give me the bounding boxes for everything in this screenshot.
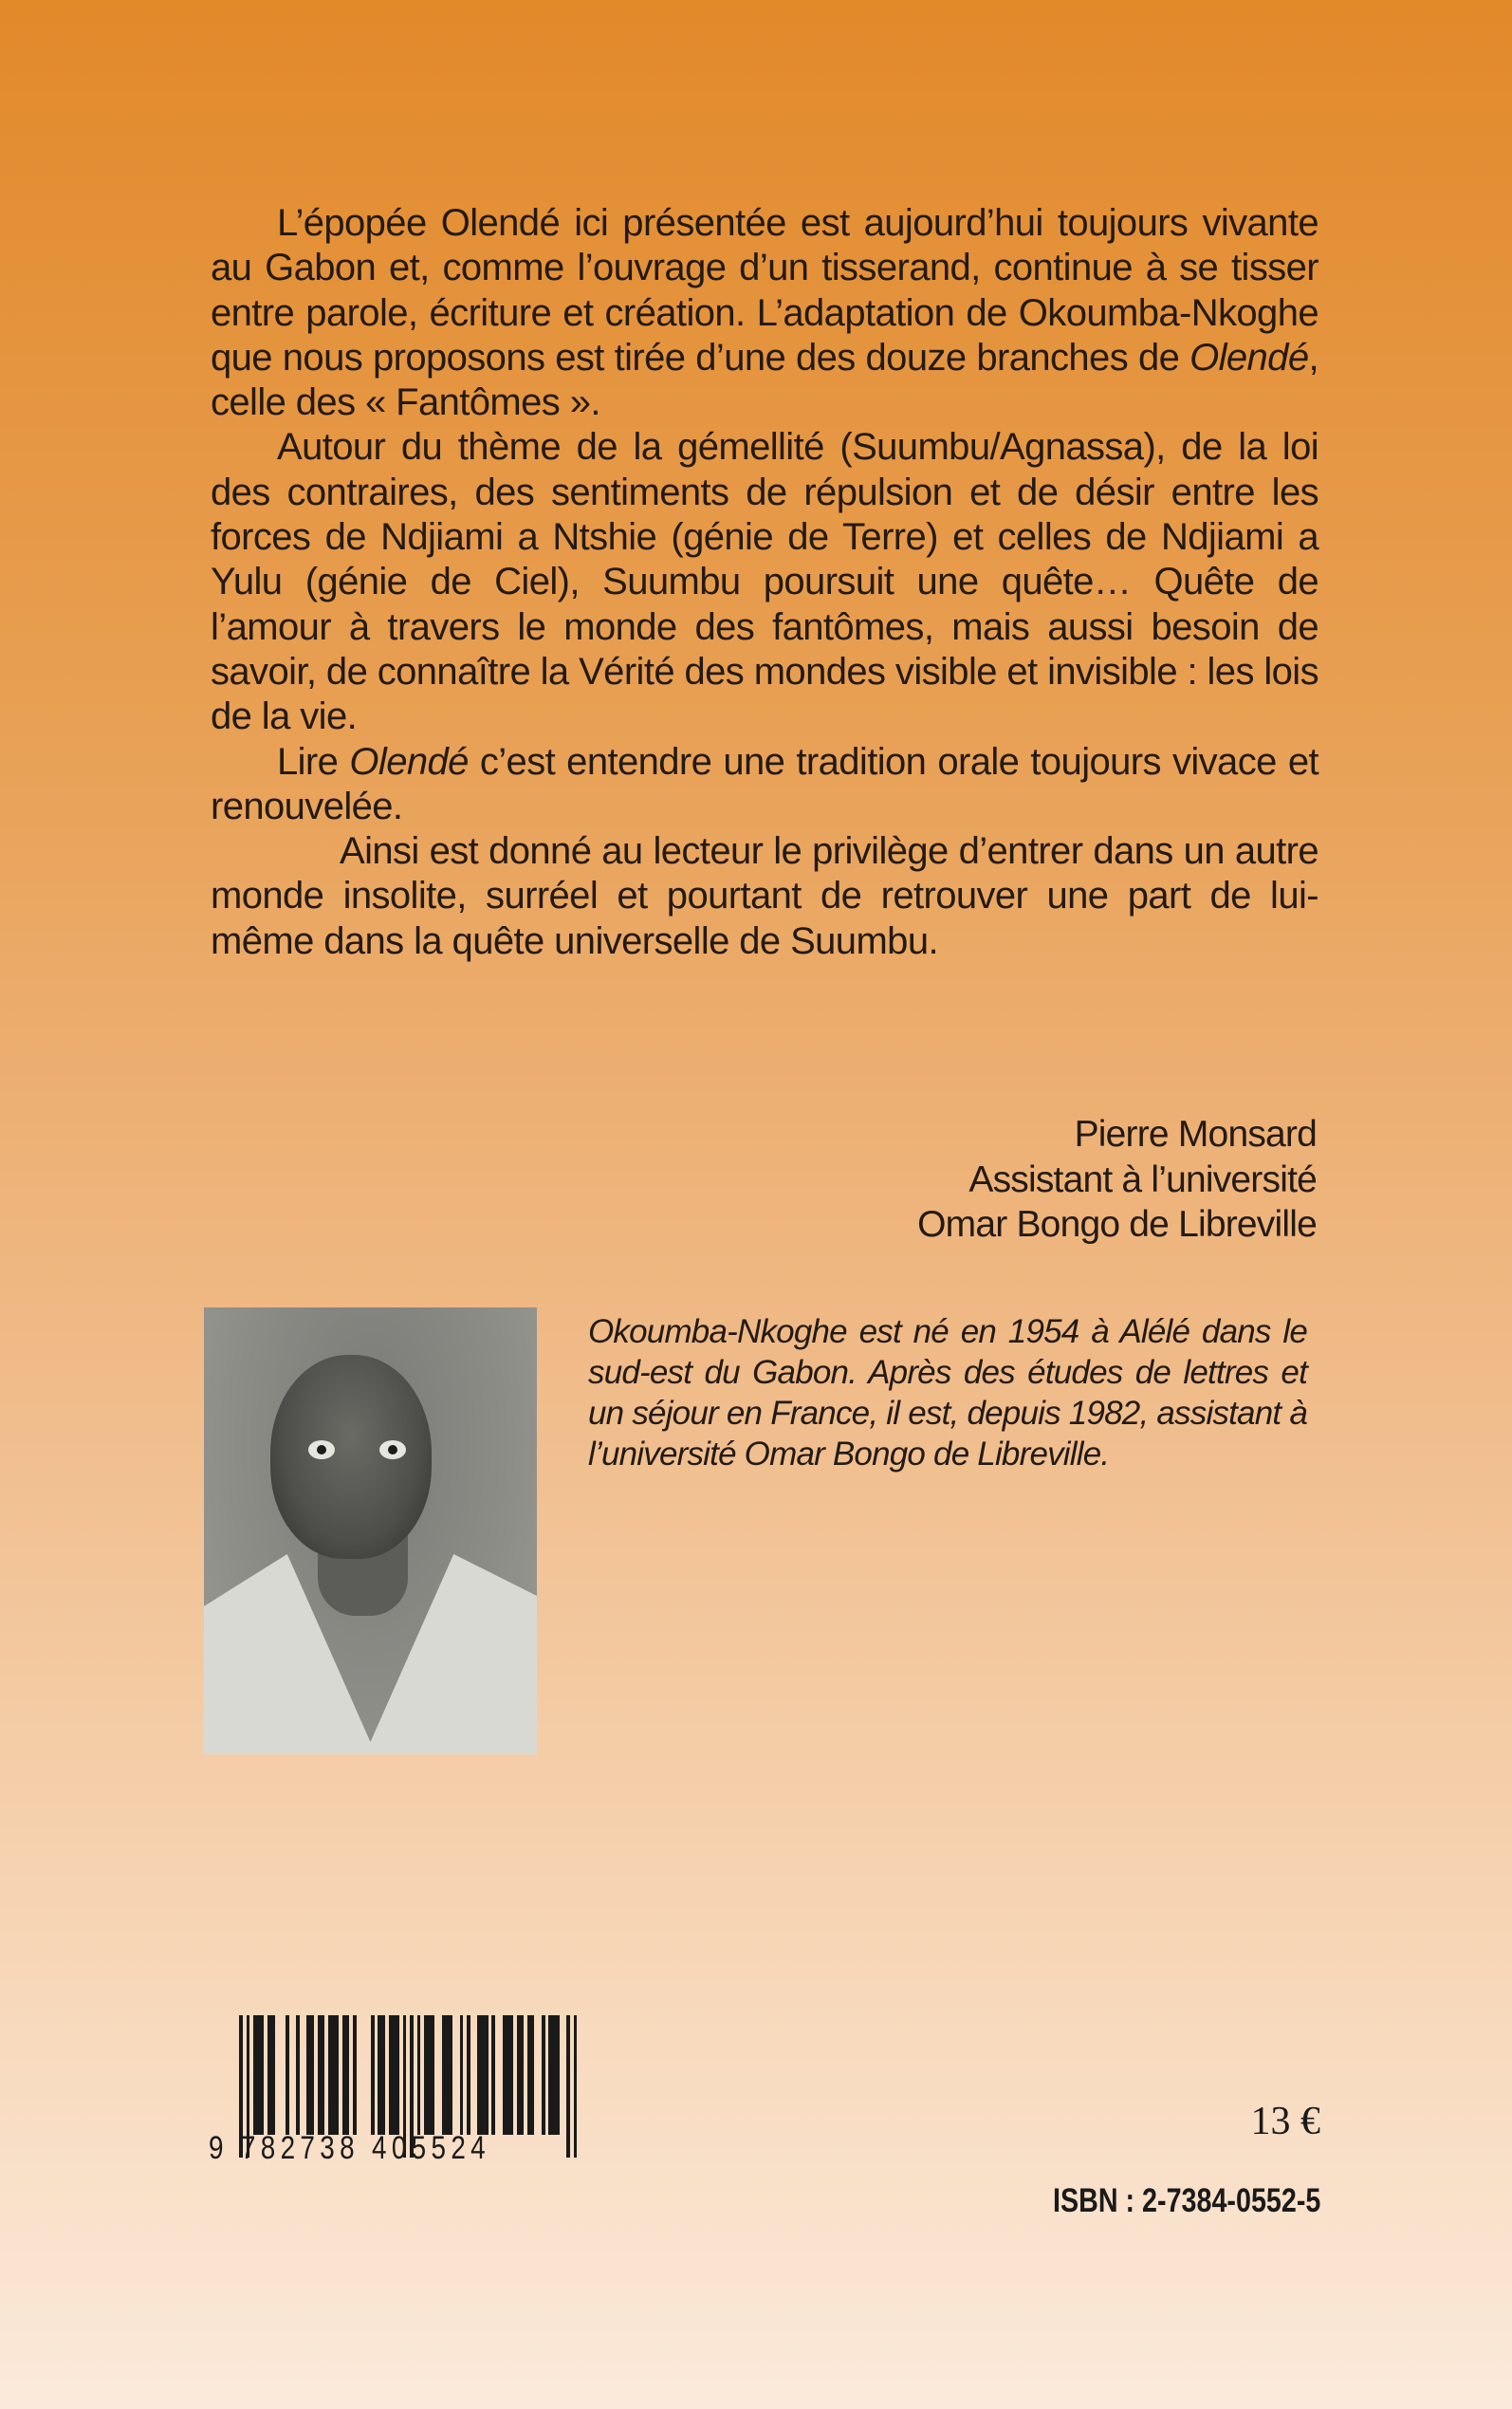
photo-head — [270, 1355, 432, 1559]
photo-eye-left — [308, 1440, 335, 1459]
barcode-module — [574, 2015, 578, 2158]
blurb-text: Lire — [277, 740, 350, 783]
blurb-title-italic: Olendé — [1189, 336, 1309, 379]
blurb-text: L’épopée Olendé ici présentée est aujourd’hui toujours vivante au Gabon et, comme l’ouvrage d’un tisserand, continue à se tisser entre parole, écriture et création. L’adaptation de Okoumba-Nkoghe que nous proposons est tirée d’une des douze branches de — [211, 202, 1318, 379]
author-bio: Okoumba-Nkoghe est né en 1954 à Alélé dans le sud-est du Gabon. Après des études de lettres et un séjour en France, il est, depuis 1982, assistant à l’université Omar Bongo de Libreville. — [588, 1313, 1307, 1473]
blurb-text: Autour du thème de la gémellité (Suumbu/Agnassa), de la loi des contraires, des sentiments de répulsion et de désir entre les forces de Ndjiami a Ntshie (génie de Terre) et celles de Ndjiami a Yulu (génie de Ciel), Suumbu poursuit une quête… Quête de l’amour à travers le monde des fantômes, mais aussi besoin de savoir, de connaître la Vérité des mondes visible et invisible : les lois de la vie. — [211, 426, 1318, 738]
blurb-text: c’est entendre une tradition orale toujours vivace et renouvelée. — [211, 740, 1318, 827]
signature-name: Pierre Monsard — [1074, 1114, 1317, 1155]
blurb-text: , celle des « Fantômes ». — [211, 336, 1318, 424]
blurb-paragraph-3 — [211, 740, 1318, 830]
blurb-title-italic: Olendé — [349, 740, 469, 783]
price: 13 € — [1250, 2100, 1320, 2143]
photo-eye-right — [379, 1440, 406, 1459]
signature-block — [917, 1112, 1317, 1248]
author-photo — [204, 1307, 537, 1754]
blurb — [211, 201, 1318, 964]
blurb-text: Ainsi est donné au lecteur le privilège d’entrer dans un autre monde insolite, surréel et pourtant de retrouver une part de lui-même dans la quête universelle de Suumbu. — [211, 830, 1318, 962]
signature-institution: Omar Bongo de Libreville — [917, 1204, 1317, 1245]
barcode-digits: 9 782738 405524 — [209, 2130, 491, 2166]
signature-title: Assistant à l’université — [968, 1158, 1317, 1200]
blurb-paragraph-4 — [211, 829, 1318, 964]
blurb-paragraph-2 — [211, 425, 1318, 739]
isbn: ISBN : 2-7384-0552-5 — [1052, 2182, 1320, 2219]
blurb-paragraph-1 — [211, 201, 1318, 425]
